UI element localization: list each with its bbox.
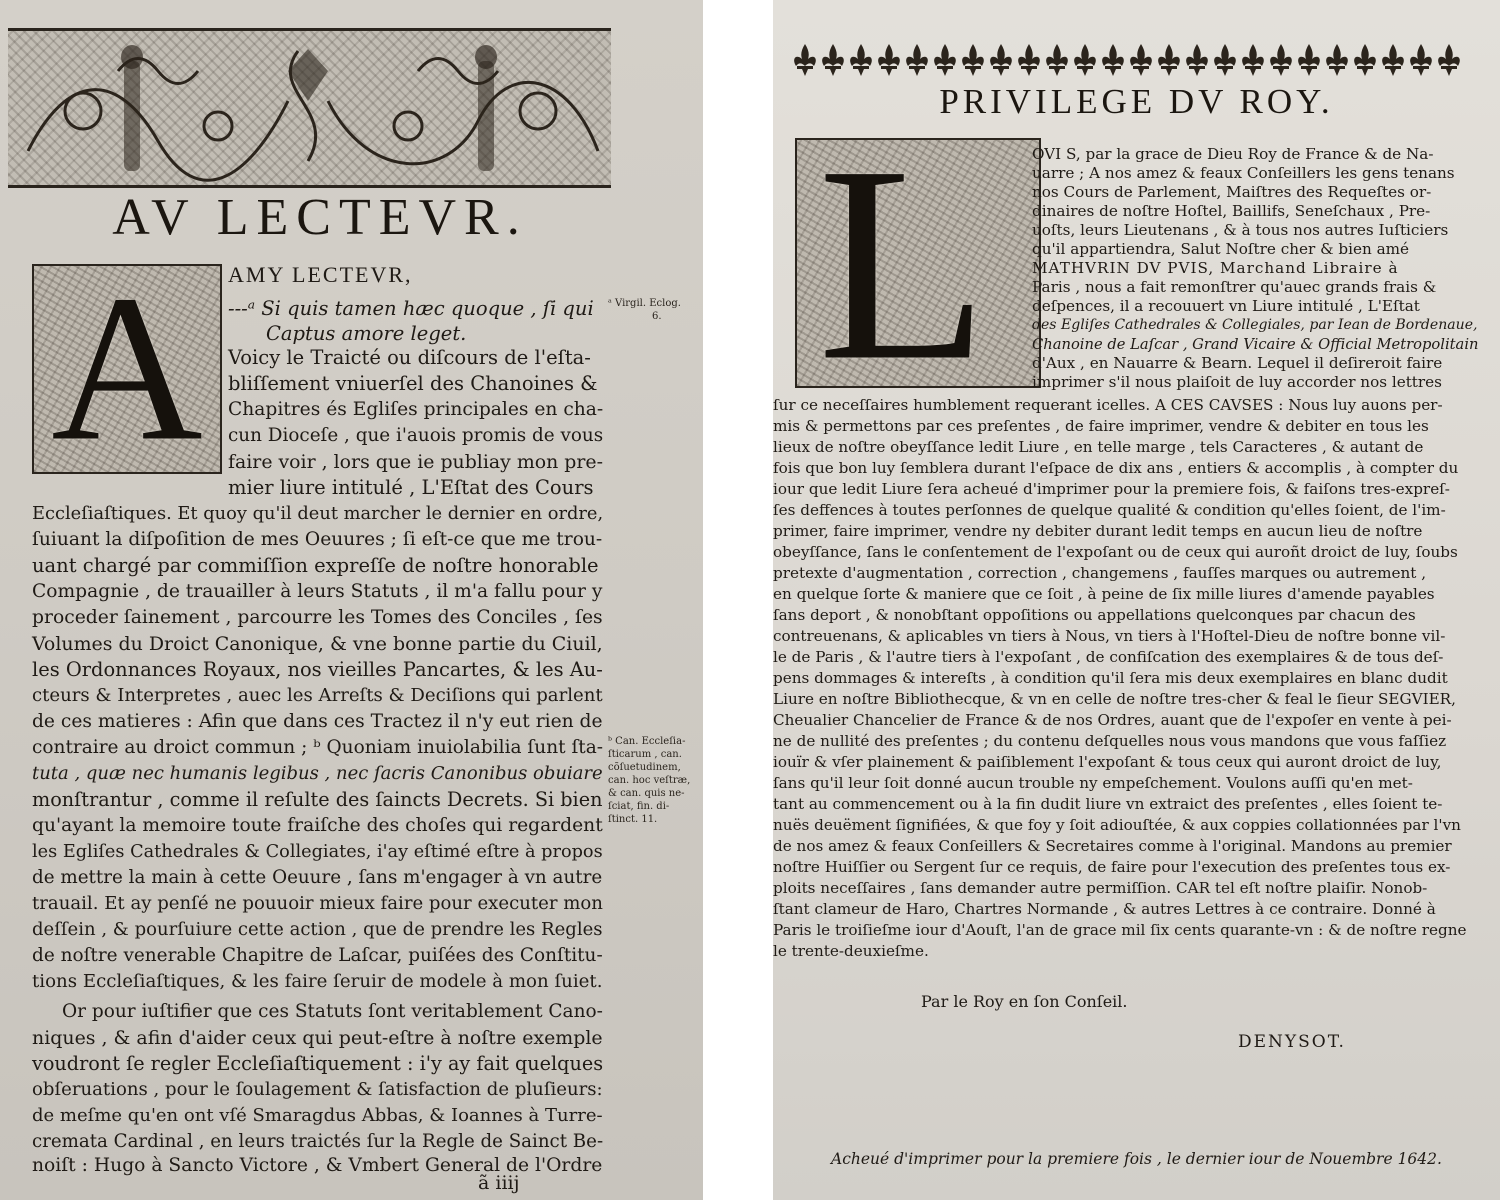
- fleur-de-lis-border-icon: [791, 38, 1471, 84]
- text-line: fois que bon luy ſemblera durant l'eſpace de dix ans , entiers & accomplis , à compter du: [773, 459, 1459, 477]
- text-line: ſans qu'il leur ſoit donné aucun trouble ny empeſchement. Voulons auſſi qu'en met-: [773, 774, 1413, 792]
- right-page: [773, 0, 1500, 1200]
- margin-note-line: ᵃ Virgil. Eclog.: [608, 298, 681, 309]
- text-line: Paris le troiſieſme iour d'Aouſt, l'an de grace mil ſix cents quarante-vn : & de noſtre regne: [773, 921, 1467, 939]
- text-line: cun Dioceſe , que i'auois promis de vous: [228, 425, 604, 446]
- text-line: de meſme qu'en ont vſé Smaragdus Abbas, & Ioannes à Turre-: [32, 1105, 603, 1126]
- text-line: Chanoine de Laſcar , Grand Vicaire & Official Metropolitain: [1032, 336, 1479, 353]
- initial-letter: A: [51, 264, 203, 474]
- text-line: bliſſement vniuerſel des Chanoines &: [228, 372, 598, 395]
- text-line: nos Cours de Parlement, Maiſtres des Requeſtes or-: [1032, 183, 1432, 201]
- margin-note-line: ᵇ Can. Eccleſia-: [608, 736, 686, 747]
- text-line: de nos amez & feaux Conſeillers & Secretaires comme à l'original. Mandons au premier: [773, 837, 1452, 855]
- text-line: en quelque ſorte & maniere que ce ſoit , à peine de ſix mille liures d'amende payables: [773, 585, 1435, 603]
- text-line: cteurs & Interpretes , auec les Arreſts & Deciſions qui parlent: [32, 685, 603, 706]
- page-title: AV LECTEVR.: [112, 189, 528, 246]
- text-line: de mettre la main à cette Oeuure , ſans m'engager à vn autre: [32, 867, 603, 888]
- text-line: Voicy le Traicté ou diſcours de l'eſta-: [228, 346, 591, 369]
- text-line: noiſt : Hugo à Sancto Victore , & Vmbert General de l'Ordre: [32, 1155, 603, 1176]
- margin-note-line: ſciat, fin. di-: [608, 801, 670, 812]
- text-line: Paris , nous a fait remonſtrer qu'auec grands frais &: [1032, 278, 1437, 296]
- margin-note-line: can. hoc veſtræ,: [608, 775, 691, 786]
- text-line: dinaires de noſtre Hoſtel, Baillifs, Seneſchaux , Pre-: [1032, 202, 1431, 220]
- text-line: nuës deuëment ſignifiées, & que foy y ſoit adiouſtée, & aux coppies collationnées par l'vn: [773, 816, 1461, 834]
- text-line: ploits neceſſaires , ſans demander autre permiſſion. CAR tel eſt noſtre plaiſir. Nonob-: [773, 879, 1428, 897]
- text-line: tuta , quæ nec humanis legibus , nec ſacris Canonibus obuiare: [32, 763, 603, 784]
- left-page: [0, 0, 703, 1200]
- text-line: primer, faire imprimer, vendre ny debiter durant ledit temps en aucun lieu de noſtre: [773, 522, 1423, 540]
- text-line: iouïr & vſer plainement & paiſiblement l'expoſant & tous ceux qui auront droict de luy,: [773, 753, 1442, 771]
- text-line: Volumes du Droict Canonique, & vne bonne partie du Ciuil,: [32, 633, 603, 655]
- text-line: uarre ; A nos amez & feaux Conſeillers les gens tenans: [1032, 164, 1455, 182]
- text-line: qu'il appartiendra, Salut Noſtre cher & bien amé: [1032, 240, 1410, 258]
- text-line: Cheualier Chancelier de France & de nos Ordres, auant que de l'expoſer en vente à pei-: [773, 711, 1452, 729]
- text-line: Chapitres és Egliſes principales en cha-: [228, 399, 604, 420]
- text-line: Compagnie , de trauailler à leurs Statuts , il m'a fallu pour y: [32, 581, 603, 602]
- text-line: ſes deffences à toutes perſonnes de quelque qualité & condition qu'elles ſoient, de l'im-: [773, 501, 1446, 519]
- margin-note-line: & can. quis ne-: [608, 788, 685, 799]
- text-line: ſtant clameur de Haro, Chartres Normande , & autres Lettres à ce contraire. Donné à: [773, 900, 1436, 918]
- text-line: Eccleſiaſtiques. Et quoy qu'il deut marcher le dernier en ordre,: [32, 503, 604, 524]
- text-line: le trente-deuxieſme.: [773, 942, 929, 960]
- initial-letter: L: [817, 138, 989, 388]
- text-line: deſſein , & pourſuiure cette action , que de prendre les Regles: [32, 919, 603, 940]
- text-line: MATHVRIN DV PVIS, Marchand Libraire à: [1032, 259, 1399, 277]
- text-line: d'Aux , en Nauarre & Bearn. Lequel il deſireroit faire: [1032, 354, 1443, 372]
- text-line: contraire au droict commun ; ᵇ Quoniam inuiolabilia ſunt ſta-: [32, 737, 604, 758]
- text-line: mier liure intitulé , L'Eſtat des Cours: [228, 476, 594, 499]
- text-line: faire voir , lors que ie publiay mon pre-: [228, 451, 603, 473]
- text-line: deſpences, il a recouuert vn Liure intitulé , L'Eſtat: [1032, 297, 1420, 315]
- epigraph-line: ---ᵃ Si quis tamen hæc quoque , ſi qui: [228, 297, 594, 320]
- privilege-title: PRIVILEGE DV ROY.: [939, 82, 1334, 121]
- by-the-king: Par le Roy en ſon Conſeil.: [921, 992, 1128, 1011]
- text-line: mis & permettons par ces preſentes , de faire imprimer, vendre & debiter en tous les: [773, 417, 1429, 435]
- text-line: ſuiuant la diſpoſition de mes Oeuures ; ſi eſt-ce que me trou-: [32, 529, 603, 550]
- text-line: OVI S, par la grace de Dieu Roy de France & de Na-: [1032, 145, 1434, 163]
- text-line: Liure en noſtre Bibliothecque, & vn en celle de noſtre tres-cher & feal le ſieur SEGVIER,: [773, 690, 1456, 708]
- epigraph-line: Captus amore leget.: [266, 322, 467, 345]
- text-line: obeyſſance, ſans le conſentement de l'expoſant ou de ceux qui auroñt droict de luy, ſoubs: [773, 543, 1458, 561]
- text-line: uoſts, leurs Lieutenans , & à tous nos autres Iuſticiers: [1032, 221, 1449, 239]
- text-line: noſtre Huiſſier ou Sergent ſur ce requis, de faire pour l'execution des preſentes tous ex-: [773, 858, 1451, 876]
- text-line: trauail. Et ay penſé ne pouuoir mieux faire pour executer mon: [32, 893, 603, 914]
- text-line: Or pour iuſtifier que ces Statuts ſont veritablement Cano-: [62, 1001, 603, 1022]
- salutation: AMY LECTEVR,: [228, 262, 413, 287]
- fleuron-border: [791, 38, 1471, 84]
- text-line: le de Paris , & l'autre tiers à l'expoſant , de confiſcation des exemplaires & de tous deſ-: [773, 648, 1444, 666]
- text-line: proceder ſainement , parcourre les Tomes des Conciles , ſes: [32, 607, 603, 628]
- margin-note-line: ſticarum , can.: [608, 749, 682, 760]
- text-line: tant au commencement ou à la fin dudit liure vn extraict des preſentes , elles ſoient te-: [773, 795, 1443, 813]
- text-line: qu'ayant la memoire toute fraiſche des choſes qui regardent: [32, 815, 603, 836]
- text-line: lieux de noſtre obeyſſance ledit Liure , en telle marge , tels Caracteres , & autant de: [773, 438, 1424, 456]
- ornamental-headpiece: [8, 28, 611, 188]
- text-line: ſans deport , & nonobſtant oppoſitions ou appellations quelconques par chacun des: [773, 606, 1416, 624]
- text-line: tions Eccleſiaſtiques, & les faire ſeruir de modele à mon ſuiet.: [32, 971, 603, 992]
- text-line: pens dommages & intereſts , à condition qu'il ſera mis deux exemplaires en blanc dudit: [773, 669, 1448, 687]
- decorated-initial-a: [32, 264, 222, 474]
- colophon: Acheué d'imprimer pour la premiere fois , le dernier iour de Nouembre 1642.: [831, 1150, 1442, 1168]
- text-line: iour que ledit Liure ſera acheué d'imprimer pour la premiere fois, & faiſons tres-expreſ-: [773, 480, 1450, 498]
- text-line: les Ordonnances Royaux, nos vieilles Pancartes, & les Au-: [32, 658, 603, 681]
- text-line: uant chargé par commiſſion expreſſe de noſtre honorable: [32, 554, 599, 577]
- text-line: pretexte d'augmentation , correction , changemens , fauſſes marques ou autrement ,: [773, 564, 1427, 582]
- signer-name: DENYSOT.: [1238, 1032, 1346, 1052]
- text-line: monſtrantur , comme il reſulte des ſaincts Decrets. Si bien: [32, 788, 603, 811]
- text-line: cremata Cardinal , en leurs traictés ſur la Regle de Sainct Be-: [32, 1131, 604, 1152]
- text-line: de ces matieres : Afin que dans ces Tractez il n'y eut rien de: [32, 711, 603, 732]
- text-line: ne de nullité des preſentes ; du contenu deſquelles nous vous mandons que vous faſſiez: [773, 732, 1447, 750]
- text-line: ſur ce neceſſaires humblement requerant icelles. A CES CAVSES : Nous luy auons per-: [773, 396, 1443, 414]
- margin-note-line: ſtinct. 11.: [608, 814, 658, 825]
- text-line: voudront ſe regler Eccleſiaſtiquement : i'y ay fait quelques: [32, 1052, 604, 1075]
- margin-note-line: cõſuetudinem,: [608, 762, 681, 773]
- signature-mark: ã iiij: [478, 1172, 520, 1194]
- text-line: les Egliſes Cathedrales & Collegiates, i'ay eſtimé eſtre à propos: [32, 842, 603, 862]
- text-line: de noſtre venerable Chapitre de Laſcar, puiſées des Conſtitu-: [32, 945, 603, 966]
- text-line: contreuenans, & aplicables vn tiers à Nous, vn tiers à l'Hoſtel-Dieu de noſtre bonne vil-: [773, 627, 1446, 645]
- margin-note-line: 6.: [652, 311, 662, 322]
- headpiece-ornament-icon: [8, 31, 611, 185]
- text-line: des Egliſes Cathedrales & Collegiales, par Iean de Bordenaue,: [1032, 317, 1478, 333]
- text-line: imprimer s'il nous plaiſoit de luy accorder nos lettres: [1032, 373, 1442, 391]
- text-line: niques , & afin d'aider ceux qui peut-eſtre à noſtre exemple: [32, 1027, 603, 1049]
- decorated-initial-l: [795, 138, 1041, 388]
- text-line: obſeruations , pour le ſoulagement & ſatisfaction de pluſieurs:: [32, 1079, 603, 1100]
